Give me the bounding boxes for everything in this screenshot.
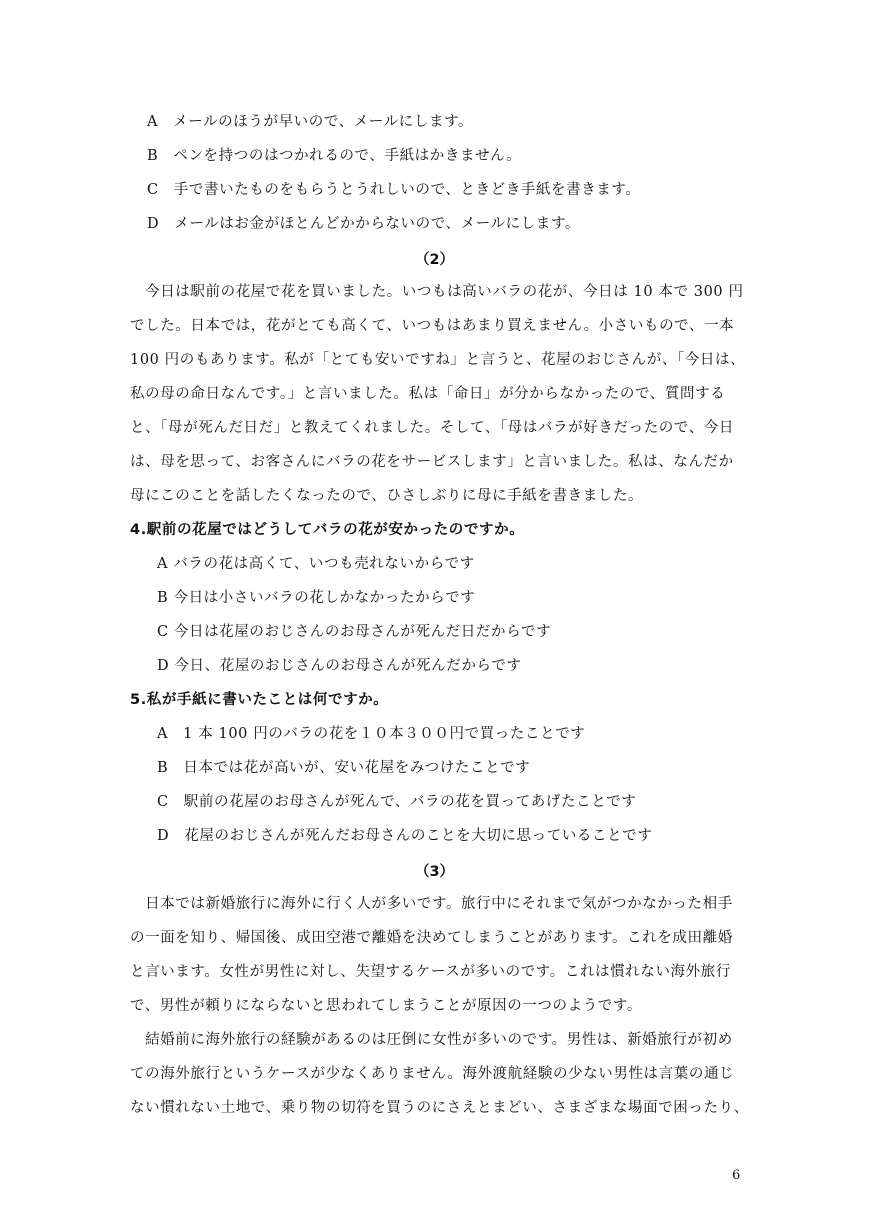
q4-option-c: C 今日は花屋のおじさんのお母さんが死んだ日だからです [157, 624, 552, 640]
passage-2-line: 母にこのことを話したくなったので、ひさしぶりに母に手紙を書きました。 [130, 488, 644, 504]
question-5: 5.私が手紙に書いたことは何ですか。 [130, 692, 389, 708]
passage-3-line: 結婚前に海外旅行の経験があるのは圧倒に女性が多いのです。男性は、新婚旅行が初め [130, 1032, 733, 1048]
passage-2-line: と、「母が死んだ日だ」と教えてくれました。そして、「母はバラが好きだったので、今日 [130, 420, 735, 436]
passage-3-line: と言います。女性が男性に対し、失望するケースが多いのです。これは慣れない海外旅行 [130, 964, 731, 980]
passage-3-line: の一面を知り、帰国後、成田空港で離婚を決めてしまうことがあります。これを成田離婚 [130, 930, 733, 946]
passage-3-line: ない慣れない土地で、乗り物の切符を買うのにさえとまどい、さまざまな場面で困ったり、 [130, 1100, 749, 1116]
passage-3-line: で、男性が頼りにならないと思われてしまうことが原因の一つのようです。 [130, 998, 642, 1014]
passage-3-line: ての海外旅行というケースが少なくありません。海外渡航経験の少ない男性は言葉の通じ [130, 1066, 735, 1082]
passage-2-line: でした。日本では，花がとても高くて、いつもはあまり買えません。小さいもので、一本 [130, 318, 735, 334]
q5-option-b: B 日本では花が高いが、安い花屋をみつけたことです [157, 760, 531, 776]
section-3-heading: （3） [414, 864, 455, 880]
q3-option-d: D メールはお金がほとんどかからないので、メールにします。 [147, 216, 580, 232]
passage-2-line: は、母を思って、お客さんにバラの花をサービスします」と言いました。私は、なんだか [130, 454, 734, 470]
q5-option-d: D 花屋のおじさんが死んだお母さんのことを大切に思っていることです [157, 828, 653, 844]
q5-option-a: A 1 本 100 円のバラの花を１０本３００円で買ったことです [157, 726, 586, 742]
passage-2-line: 100 円のもあります。私が「とても安いですね」と言うと、花屋のおじさんが、「今日は、 [130, 352, 746, 368]
section-2-heading: （2） [414, 252, 455, 268]
q3-option-a: A メールのほうが早いので、メールにします。 [147, 114, 474, 130]
q5-option-c: C 駅前の花屋のお母さんが死んで、バラの花を買ってあげたことです [157, 794, 637, 810]
passage-2-line: 今日は駅前の花屋で花を買いました。いつもは高いバラの花が、今日は 10 本で 300 円 [130, 284, 744, 300]
page-number: 6 [732, 1168, 741, 1183]
q3-option-b: B ペンを持つのはつかれるので、手紙はかきません。 [147, 148, 522, 164]
q4-option-b: B 今日は小さいバラの花しかなかったからです [157, 590, 476, 606]
q3-option-c: C 手で書いたものをもらうとうれしいので、ときどき手紙を書きます。 [147, 182, 641, 198]
q4-option-d: D 今日、花屋のおじさんのお母さんが死んだからです [157, 658, 522, 674]
question-4: 4.駅前の花屋ではどうしてバラの花が安かったのですか。 [130, 522, 525, 538]
passage-2-line: 私の母の命日なんです。」と言いました。私は「命日」が分からなかったので、質問する [130, 386, 726, 402]
passage-3-line: 日本では新婚旅行に海外に行く人が多いです。旅行中にそれまで気がつかなかった相手 [130, 896, 733, 912]
q4-option-a: A バラの花は高くて、いつも売れないからです [157, 556, 475, 572]
